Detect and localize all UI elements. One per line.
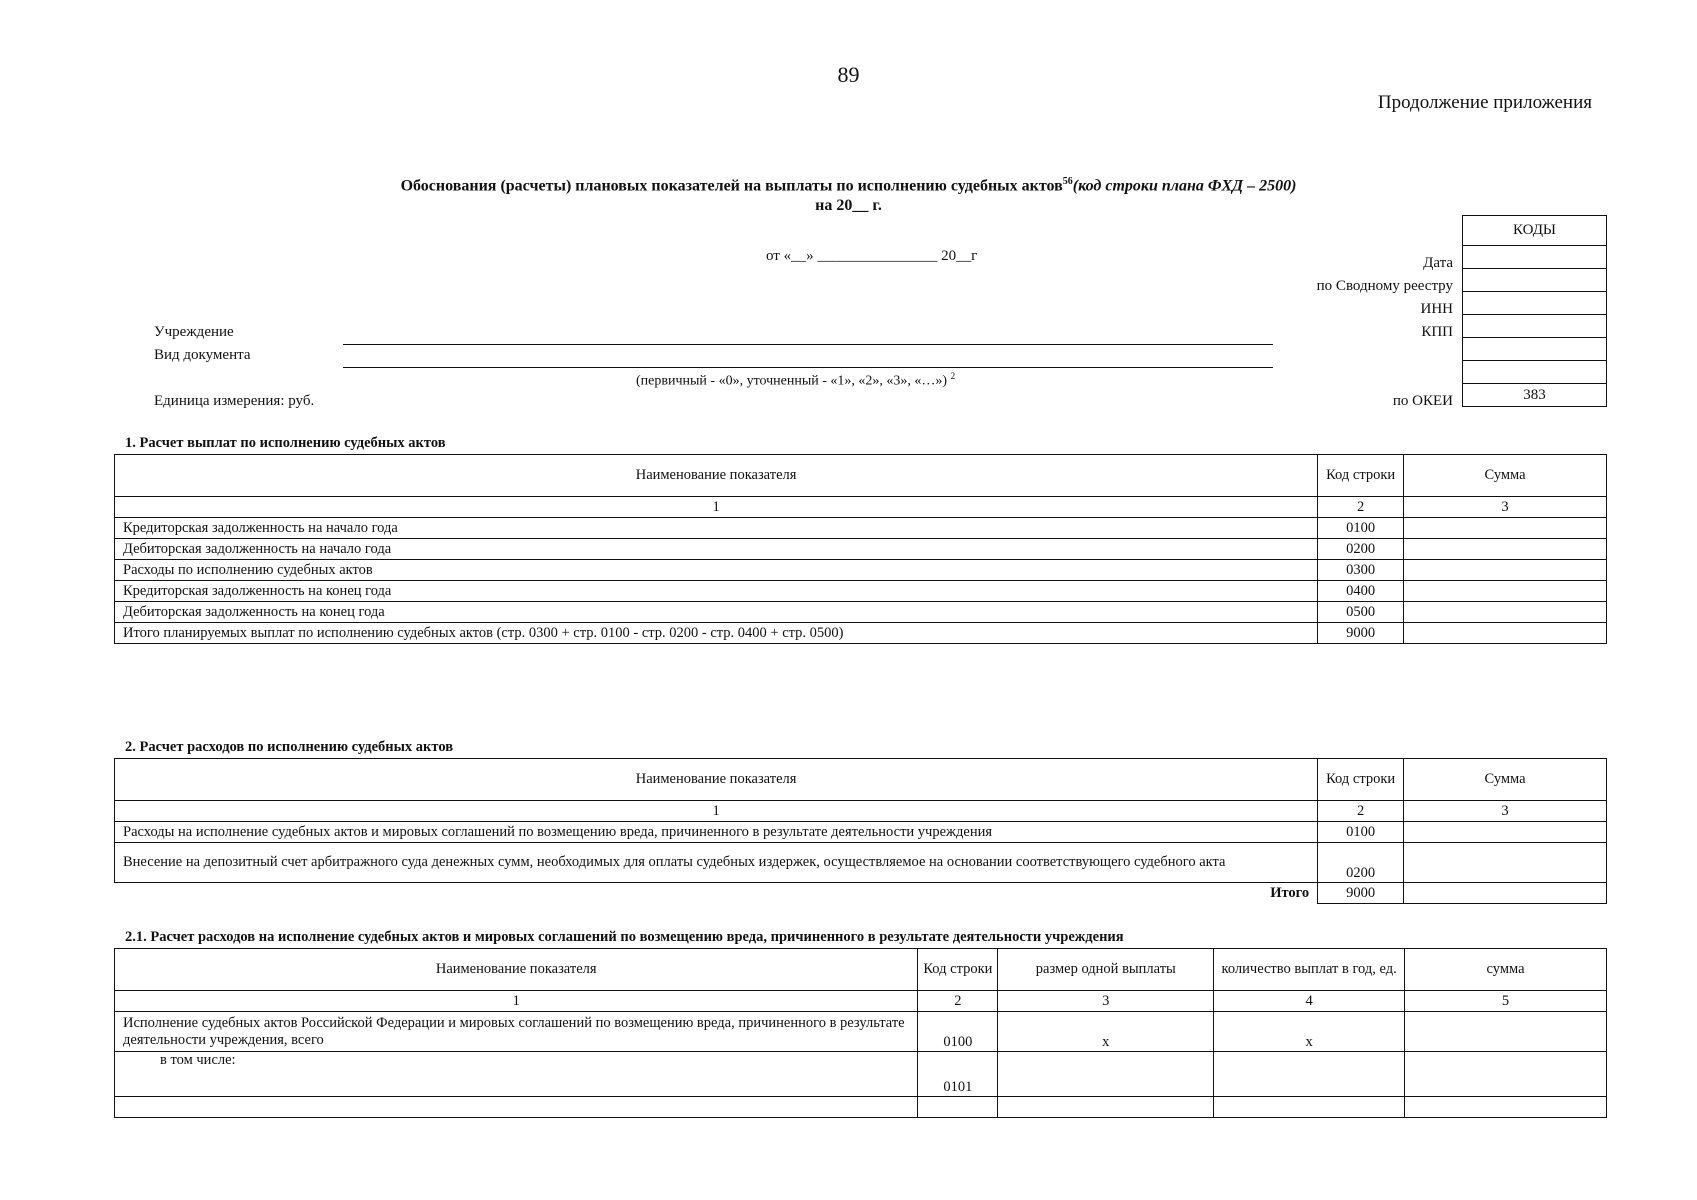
- document-title: [0, 172, 1697, 216]
- col-header-size: размер одной выплаты: [998, 949, 1214, 991]
- row-size: х: [998, 1012, 1214, 1052]
- col-number: 4: [1214, 991, 1405, 1012]
- row-code: 0100: [1318, 822, 1404, 843]
- total-code: 9000: [1318, 883, 1404, 904]
- doc-type-hint-footnote: 2: [950, 371, 956, 381]
- codes-extra-cell[interactable]: [1463, 361, 1607, 384]
- row-name: Расходы по исполнению судебных актов: [115, 560, 1318, 581]
- section2-title: 2. Расчет расходов по исполнению судебных актов: [125, 739, 454, 755]
- row-size[interactable]: [998, 1052, 1214, 1097]
- row-code: 0500: [1318, 602, 1404, 623]
- col-header-name: Наименование показателя: [115, 759, 1318, 801]
- row-name: Дебиторская задолженность на конец года: [115, 602, 1318, 623]
- row-count: х: [1214, 1012, 1405, 1052]
- col-header-code: Код строки: [1318, 455, 1404, 497]
- table-row: [115, 843, 1607, 883]
- row-code: 0101: [918, 1052, 998, 1097]
- title-main: Обоснования (расчеты) плановых показателей на выплаты по исполнению судебных актов: [400, 177, 1063, 195]
- section21-title: 2.1. Расчет расходов на исполнение судебных актов и мировых соглашений по возмещению вреда, причиненного в результате деятельности учреждения: [125, 929, 1124, 945]
- row-name: Кредиторская задолженность на начало года: [115, 518, 1318, 539]
- row-name: Кредиторская задолженность на конец года: [115, 581, 1318, 602]
- section2-table: [114, 758, 1607, 904]
- table-row: [115, 602, 1607, 623]
- col-number: 2: [918, 991, 998, 1012]
- unit-label: Единица измерения: руб.: [154, 393, 315, 409]
- row-sum[interactable]: [1405, 1052, 1607, 1097]
- row-code: 0100: [918, 1012, 998, 1052]
- row-size[interactable]: [998, 1097, 1214, 1118]
- col-header-count: количество выплат в год, ед.: [1214, 949, 1405, 991]
- institution-label: Учреждение: [154, 324, 234, 340]
- row-sum[interactable]: [1404, 560, 1607, 581]
- section21-table: [114, 948, 1607, 1118]
- codes-inn-cell[interactable]: [1463, 292, 1607, 315]
- row-name: Дебиторская задолженность на начало года: [115, 539, 1318, 560]
- total-label: Итого: [115, 883, 1318, 904]
- row-sum[interactable]: [1404, 602, 1607, 623]
- row-count[interactable]: [1214, 1097, 1405, 1118]
- codes-label-date: Дата: [1423, 255, 1453, 271]
- table-row: [115, 1012, 1607, 1052]
- col-number: 2: [1318, 497, 1404, 518]
- col-number: 3: [998, 991, 1214, 1012]
- codes-label-registry: по Сводному реестру: [1316, 278, 1453, 294]
- row-name: Итого планируемых выплат по исполнению судебных актов (стр. 0300 + стр. 0100 - стр. 0200 - стр. 0400 + стр. 0500): [115, 623, 1318, 644]
- table-row: [115, 539, 1607, 560]
- doc-type-hint-text: (первичный - «0», уточненный - «1», «2», «3», «…»): [636, 373, 951, 389]
- row-sum[interactable]: [1404, 623, 1607, 644]
- codes-label-inn: ИНН: [1420, 301, 1453, 317]
- col-header-sum: сумма: [1405, 949, 1607, 991]
- row-sum[interactable]: [1404, 822, 1607, 843]
- row-code: 0100: [1318, 518, 1404, 539]
- row-code: 9000: [1318, 623, 1404, 644]
- codes-okei-cell: 383: [1463, 384, 1607, 407]
- title-footnote: 56: [1062, 176, 1073, 187]
- section1-table: [114, 454, 1607, 644]
- title-year: на 20__ г.: [815, 197, 882, 215]
- title-code: (код строки плана ФХД – 2500): [1072, 177, 1297, 195]
- row-code: 0400: [1318, 581, 1404, 602]
- codes-label-kpp: КПП: [1421, 324, 1453, 340]
- table-row: [115, 1097, 1607, 1118]
- col-header-sum: Сумма: [1404, 759, 1607, 801]
- col-header-name: Наименование показателя: [115, 949, 918, 991]
- table-row: [115, 560, 1607, 581]
- total-sum[interactable]: [1404, 883, 1607, 904]
- row-sum[interactable]: [1405, 1097, 1607, 1118]
- doc-type-field[interactable]: [343, 367, 1273, 368]
- row-name[interactable]: [115, 1097, 918, 1118]
- row-name: Исполнение судебных актов Российской Федерации и мировых соглашений по возмещению вреда, причиненного в результате деятельности учреждения, всего: [115, 1012, 918, 1052]
- col-number: 3: [1404, 801, 1607, 822]
- row-code[interactable]: [918, 1097, 998, 1118]
- row-name: Расходы на исполнение судебных актов и мировых соглашений по возмещению вреда, причиненного в результате деятельности учреждения: [115, 822, 1318, 843]
- continuation-label: Продолжение приложения: [1377, 92, 1592, 113]
- codes-label-okei: по ОКЕИ: [1392, 393, 1453, 409]
- row-code: 0200: [1318, 539, 1404, 560]
- doc-type-label: Вид документа: [154, 347, 251, 363]
- doc-type-hint: [636, 371, 955, 390]
- col-number: 5: [1405, 991, 1607, 1012]
- codes-table: [1462, 215, 1607, 407]
- codes-header: КОДЫ: [1463, 216, 1607, 246]
- col-number: 3: [1404, 497, 1607, 518]
- col-number: 1: [115, 497, 1318, 518]
- date-line: от «__» ________________ 20__г: [766, 248, 978, 264]
- row-code: 0200: [1318, 843, 1404, 883]
- institution-field[interactable]: [343, 344, 1273, 345]
- row-sum[interactable]: [1404, 539, 1607, 560]
- table-row: [115, 822, 1607, 843]
- codes-registry-cell[interactable]: [1463, 269, 1607, 292]
- col-header-name: Наименование показателя: [115, 455, 1318, 497]
- total-row: [115, 883, 1607, 904]
- row-sum[interactable]: [1404, 843, 1607, 883]
- table-row: [115, 1052, 1607, 1097]
- section1-title: 1. Расчет выплат по исполнению судебных актов: [125, 435, 446, 451]
- row-count[interactable]: [1214, 1052, 1405, 1097]
- row-code: 0300: [1318, 560, 1404, 581]
- row-sum[interactable]: [1404, 581, 1607, 602]
- table-row: [115, 581, 1607, 602]
- col-header-code: Код строки: [1318, 759, 1404, 801]
- page-number: 89: [837, 62, 860, 87]
- table-row: [115, 518, 1607, 539]
- col-number: 1: [115, 991, 918, 1012]
- col-header-code: Код строки: [918, 949, 998, 991]
- codes-extra-cell[interactable]: [1463, 338, 1607, 361]
- codes-kpp-cell[interactable]: [1463, 315, 1607, 338]
- row-name: Внесение на депозитный счет арбитражного суда денежных сумм, необходимых для оплаты судебных издержек, осуществляемое на основании соответствующего судебного акта: [115, 843, 1318, 883]
- codes-date-cell[interactable]: [1463, 246, 1607, 269]
- col-number: 1: [115, 801, 1318, 822]
- row-sum[interactable]: [1405, 1012, 1607, 1052]
- row-sum[interactable]: [1404, 518, 1607, 539]
- row-name: в том числе:: [115, 1052, 918, 1097]
- col-number: 2: [1318, 801, 1404, 822]
- col-header-sum: Сумма: [1404, 455, 1607, 497]
- table-row: [115, 623, 1607, 644]
